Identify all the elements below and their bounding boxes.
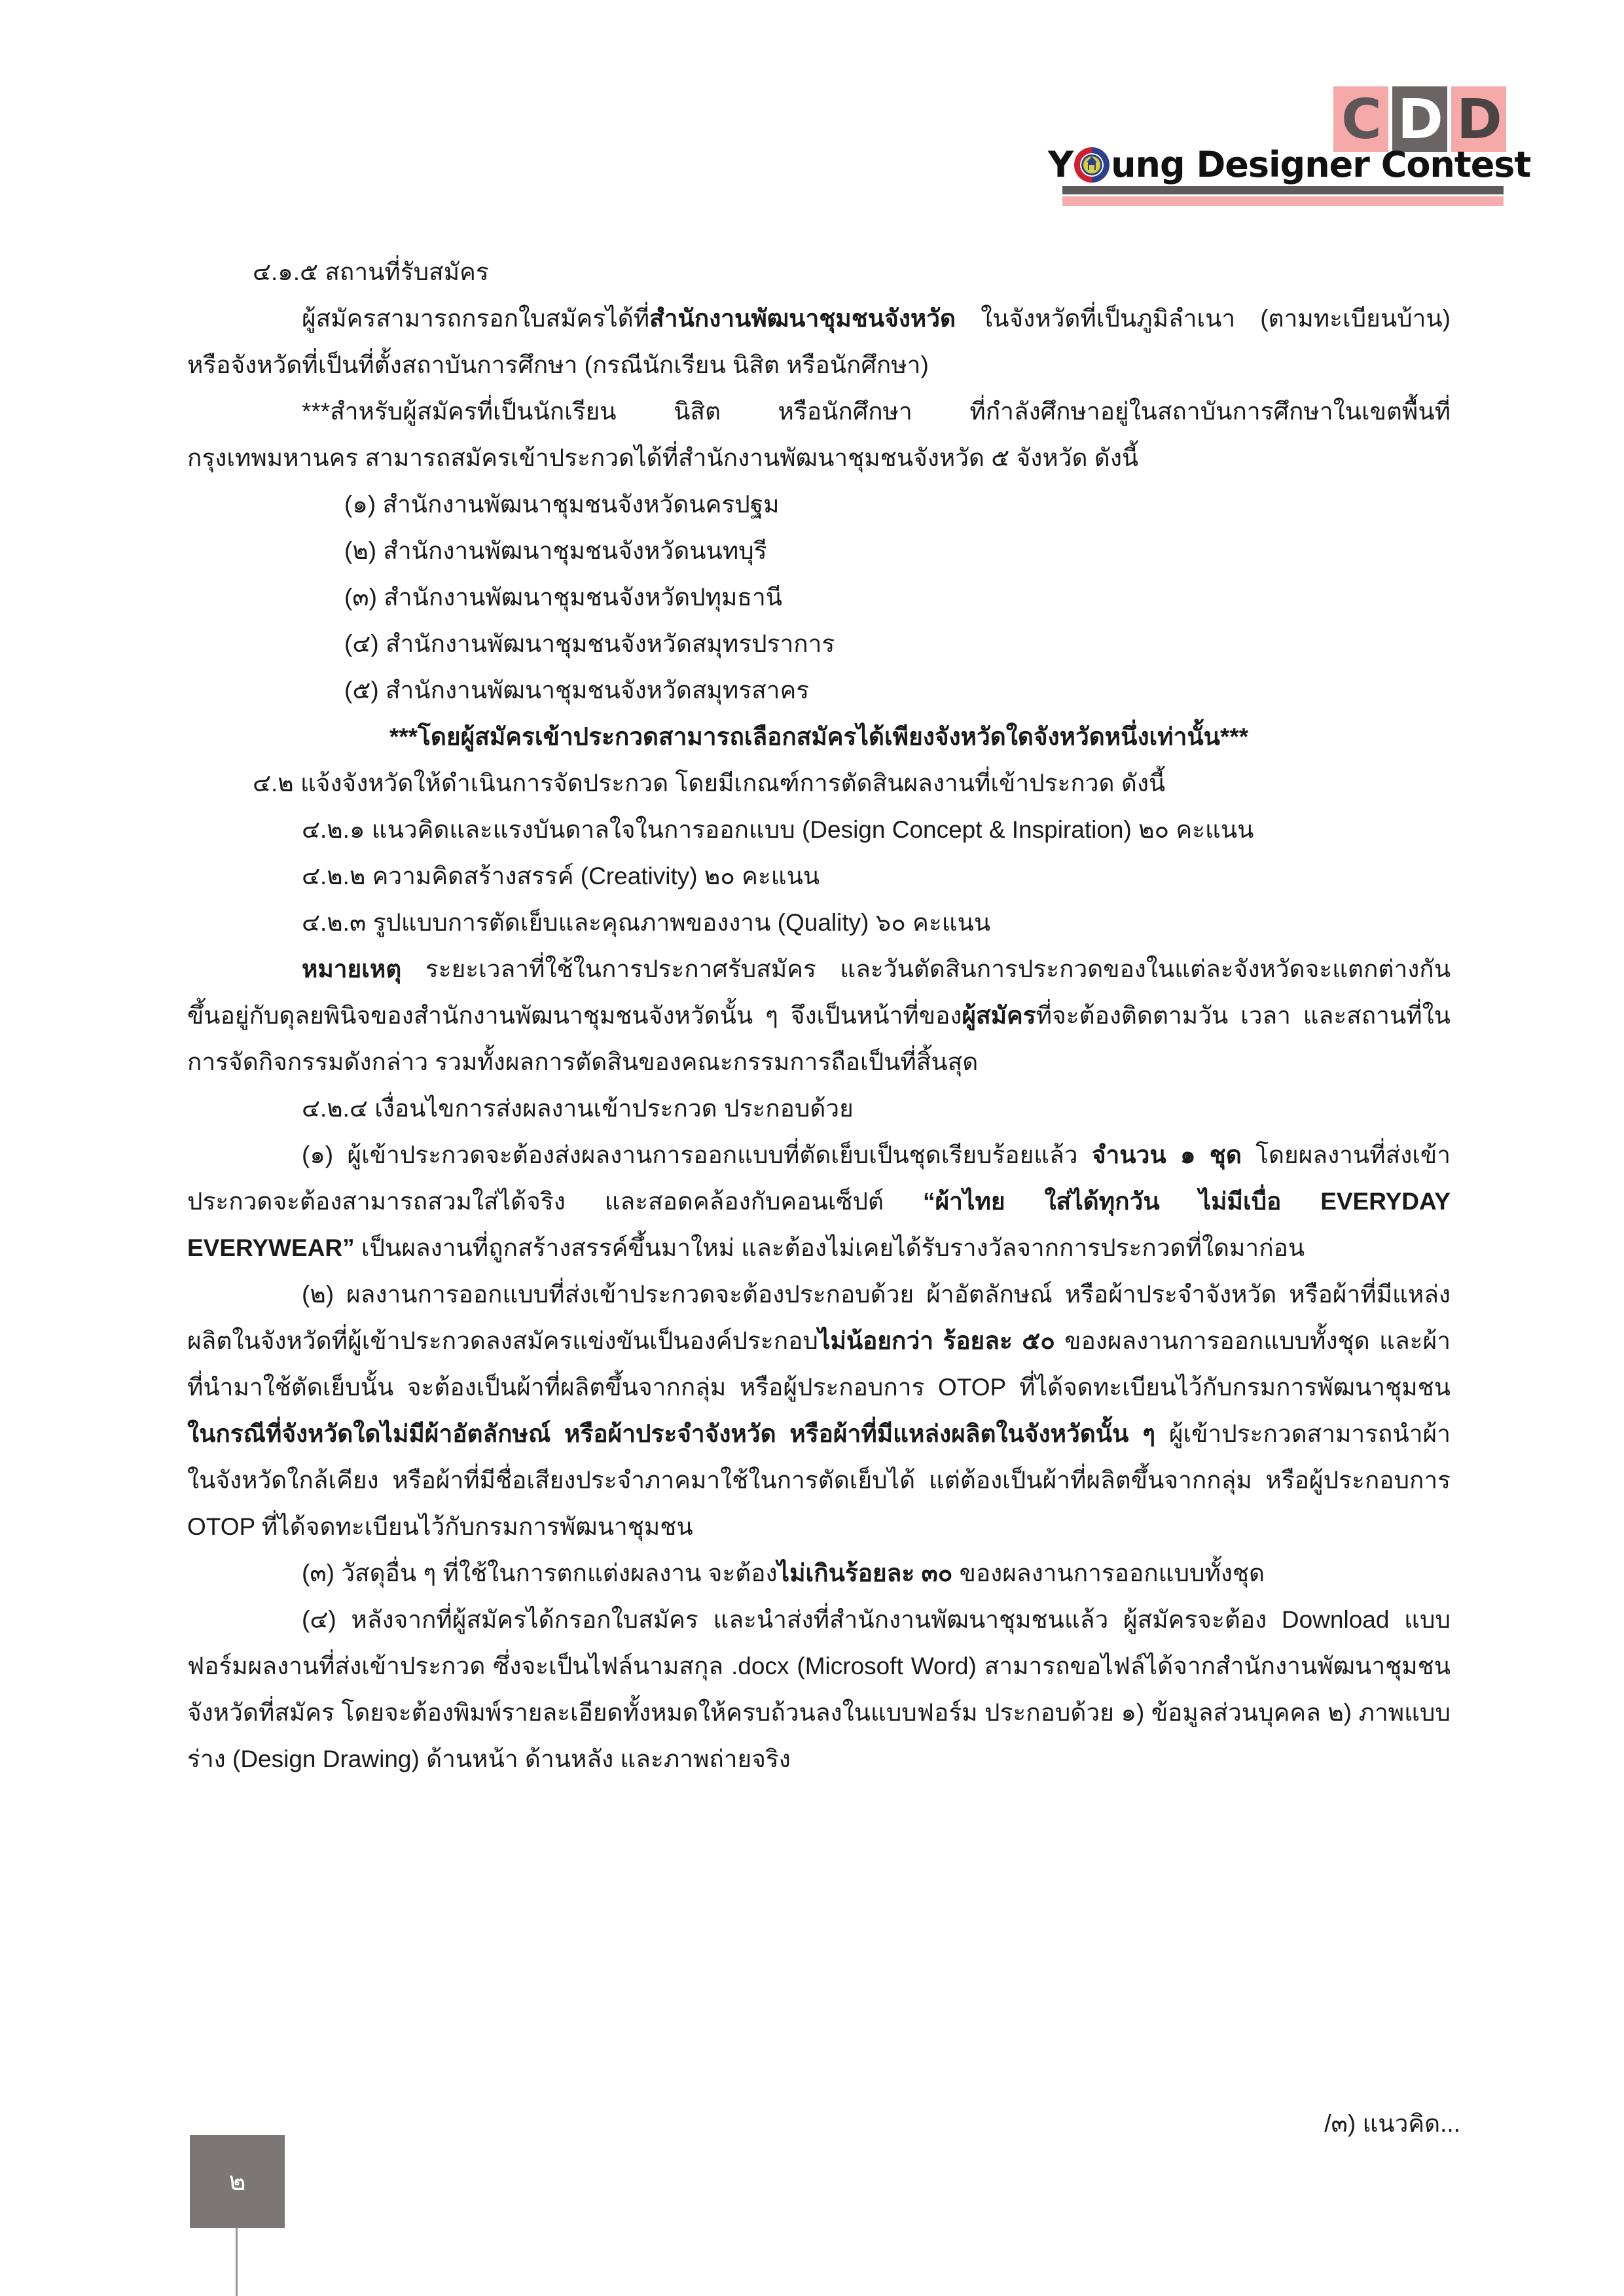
condition-2-bold-percent-50: ไม่น้อยกว่า ร้อยละ ๕๐ bbox=[818, 1327, 1055, 1354]
cdd-letter-d1: D bbox=[1392, 86, 1447, 152]
province-item-2: (๒) สำนักงานพัฒนาชุมชนจังหวัดนนทบุรี bbox=[344, 537, 767, 564]
criteria-item-2: ๔.๒.๒ ความคิดสร้างสรรค์ (Creativity) ๒๐ คะแนน bbox=[302, 863, 820, 889]
apply-text-c: ในจังหวัดที่เป็นภูมิลำเนา (ตามทะเบียนบ้าน) หรือจังหวัดที่เป็นที่ตั้งสถาบันการศึกษา (กรณีนักเรียน นิสิต หรือนักศึกษา) bbox=[187, 305, 1451, 378]
cdd-letter-c: C bbox=[1333, 86, 1388, 152]
province-item-3: (๓) สำนักงานพัฒนาชุมชนจังหวัดปทุมธานี bbox=[344, 584, 783, 611]
apply-text-bold-office: สำนักงานพัฒนาชุมชนจังหวัด bbox=[649, 305, 956, 332]
continuation-note: /๓) แนวคิด... bbox=[1324, 2110, 1460, 2137]
logo-bar-pink bbox=[1062, 196, 1504, 206]
condition-1-text-e: เป็นผลงานที่ถูกสร้างสรรค์ขึ้นมาใหม่ และต้องไม่เคยได้รับรางวัลจากการประกวดที่ใดมาก่อน bbox=[354, 1234, 1305, 1261]
condition-item-3 bbox=[187, 1550, 1451, 1596]
condition-1-bold-concept: “ผ้าไทย ใส่ได้ทุกวัน ไม่มีเบื่อ EVERYDAY EVERYWEAR” bbox=[187, 1188, 1451, 1261]
criteria-item-1: ๔.๒.๑ แนวคิดและแรงบันดาลใจในการออกแบบ (Design Concept & Inspiration) ๒๐ คะแนน bbox=[302, 816, 1254, 843]
page-number-stem bbox=[236, 2228, 238, 2296]
condition-2-bold-no-identity-fabric: ในกรณีที่จังหวัดใดไม่มีผ้าอัตลักษณ์ หรือผ้าประจำจังหวัด หรือผ้าที่มีแหล่งผลิตในจังหวัดนั้น ๆ bbox=[187, 1420, 1156, 1447]
heading-4-1-5: ๔.๑.๕ สถานที่รับสมัคร bbox=[253, 259, 489, 285]
page-number-box bbox=[190, 2135, 285, 2228]
paragraph-application-location bbox=[187, 295, 1451, 388]
paragraph-remark bbox=[187, 946, 1451, 1085]
condition-2-text-a: (๒) ผลงานการออกแบบที่ส่งเข้าประกวดจะต้องประกอบด้วย ผ้าอัตลักษณ์ หรือผ้าประจำจังหวัด หรือผ้าที่มีแหล่งผลิตในจังหวัดที่ผู้เข้าประกวดลงสมัครแข่งขันเป็นองค์ประกอบ bbox=[187, 1281, 1451, 1354]
logo-bar-grey bbox=[1062, 186, 1504, 194]
condition-item-1 bbox=[187, 1132, 1451, 1271]
remark-text-c: ที่จะต้องติดตามวัน เวลา และสถานที่ในการจัดกิจกรรมดังกล่าว รวมทั้งผลการตัดสินของคณะกรรมการถือเป็นที่สิ้นสุด bbox=[187, 1002, 1451, 1075]
note-single-province-text: ***โดยผู้สมัครเข้าประกวดสามารถเลือกสมัครได้เพียงจังหวัดใดจังหวัดหนึ่งเท่านั้น*** bbox=[389, 723, 1249, 750]
condition-3-bold-percent-30: ไม่เกินร้อยละ ๓๐ bbox=[777, 1560, 953, 1587]
condition-3-text-c: ของผลงานการออกแบบทั้งชุด bbox=[952, 1560, 1265, 1587]
province-item-5: (๕) สำนักงานพัฒนาชุมชนจังหวัดสมุทรสาคร bbox=[344, 677, 810, 704]
cdd-wordmark bbox=[1333, 86, 1506, 152]
province-item-4: (๔) สำนักงานพัฒนาชุมชนจังหวัดสมุทรปราการ bbox=[344, 630, 835, 657]
condition-2-text-e: ผู้เข้าประกวดสามารถนำผ้าในจังหวัดใกล้เคียง หรือผ้าที่มีชื่อเสียงประจำภาคมาใช้ในการตัดเย็บได้ แต่ต้องเป็นผ้าที่ผลิตขึ้นจากกลุ่ม หรือผู้ประกอบการ OTOP ที่ได้จดทะเบียนไว้กับกรมการพัฒนาชุมชน bbox=[187, 1420, 1451, 1540]
province-item-1: (๑) สำนักงานพัฒนาชุมชนจังหวัดนครปฐม bbox=[344, 491, 780, 518]
condition-item-2 bbox=[187, 1271, 1451, 1550]
condition-1-text-a: (๑) ผู้เข้าประกวดจะต้องส่งผลงานการออกแบบที่ตัดเย็บเป็นชุดเรียบร้อยแล้ว bbox=[302, 1141, 1092, 1168]
document-body bbox=[187, 249, 1451, 1782]
page-number: ๒ bbox=[228, 2167, 246, 2196]
apply-text-a: ผู้สมัครสามารถกรอกใบสมัครได้ที่ bbox=[302, 305, 650, 332]
young-designer-contest-wordmark bbox=[1048, 144, 1531, 185]
heading-4-2: ๔.๒ แจ้งจังหวัดให้ดำเนินการจัดประกวด โดยมีเกณฑ์การตัดสินผลงานที่เข้าประกวด ดังนี้ bbox=[253, 770, 1166, 797]
cdd-letter-d2: D bbox=[1451, 86, 1506, 152]
logo-text-ung-designer-contest: ung Designer Contest bbox=[1111, 144, 1531, 185]
note-single-province bbox=[187, 713, 1451, 760]
condition-1-bold-quantity: จำนวน ๑ ชุด bbox=[1091, 1141, 1242, 1168]
remark-text-a: ระยะเวลาที่ใช้ในการประกาศรับสมัคร และวันตัดสินการประกวดของในแต่ละจังหวัดจะแตกต่างกัน ขึ้นอยู่กับดุลยพินิจของสำนักงานพัฒนาชุมชนจังหวัดนั้น ๆ จึงเป็นหน้าที่ของ bbox=[187, 956, 1451, 1029]
condition-2-text-c: ของผลงานการออกแบบทั้งชุด และผ้าที่นำมาใช้ตัดเย็บนั้น จะต้องเป็นผ้าที่ผลิตขึ้นจากกลุ่ม หรือผู้ประกอบการ OTOP ที่ได้จดทะเบียนไว้กับกรมการพัฒนาชุมชน bbox=[187, 1327, 1451, 1401]
cdd-emblem-icon bbox=[1074, 147, 1110, 183]
condition-item-4: (๔) หลังจากที่ผู้สมัครได้กรอกใบสมัคร และนำส่งที่สำนักงานพัฒนาชุมชนแล้ว ผู้สมัครจะต้อง Download แบบฟอร์มผลงานที่ส่งเข้าประกวด ซึ่งจะเป็นไฟล์นามสกุล .docx (Microsoft Word) สามารถขอไฟล์ได้จากสำนักงานพัฒนาชุมชนจังหวัดที่สมัคร โดยจะต้องพิมพ์รายละเอียดทั้งหมดให้ครบถ้วนลงในแบบฟอร์ม ประกอบด้วย ๑) ข้อมูลส่วนบุคคล ๒) ภาพแบบร่าง (Design Drawing) ด้านหน้า ด้านหลัง และภาพถ่ายจริง bbox=[187, 1606, 1451, 1772]
logo-letter-y: Y bbox=[1048, 144, 1074, 185]
criteria-item-3: ๔.๒.๓ รูปแบบการตัดเย็บและคุณภาพของงาน (Quality) ๖๐ คะแนน bbox=[302, 909, 991, 936]
paragraph-students-bangkok: ***สำหรับผู้สมัครที่เป็นนักเรียน นิสิต หรือนักศึกษา ที่กำลังศึกษาอยู่ในสถาบันการศึกษาในเขตพื้นที่กรุงเทพมหานคร สามารถสมัครเข้าประกวดได้ที่สำนักงานพัฒนาชุมชนจังหวัด ๕ จังหวัด ดังนี้ bbox=[187, 398, 1451, 471]
remark-bold-applicant: ผู้สมัคร bbox=[962, 1002, 1036, 1029]
heading-4-2-4: ๔.๒.๔ เงื่อนไขการส่งผลงานเข้าประกวด ประกอบด้วย bbox=[302, 1095, 854, 1122]
remark-label: หมายเหตุ bbox=[302, 956, 402, 982]
condition-3-text-a: (๓) วัสดุอื่น ๆ ที่ใช้ในการตกแต่งผลงาน จะต้อง bbox=[302, 1560, 778, 1587]
condition-1-text-c: โดยผลงานที่ส่งเข้าประกวดจะต้องสามารถสวมใส่ได้จริง และสอดคล้องกับคอนเซ็ปต์ bbox=[187, 1141, 1451, 1215]
cdd-young-designer-contest-logo bbox=[1048, 86, 1531, 207]
